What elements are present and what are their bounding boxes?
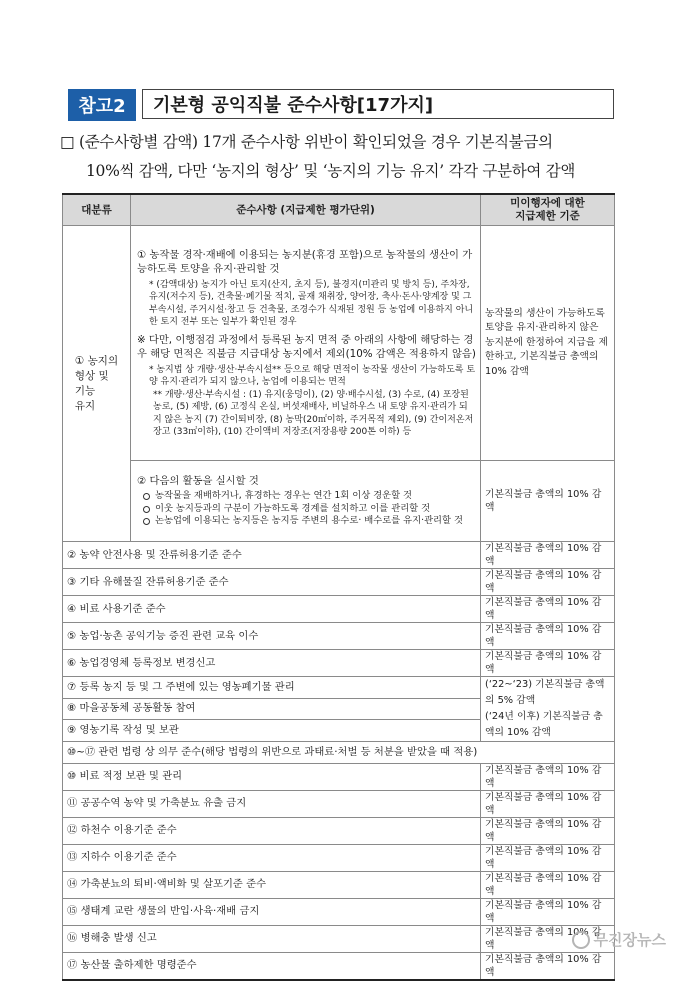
table-row (63, 677, 615, 699)
row-criteria: 기본직불금 총액의 10% 감액 (481, 569, 615, 596)
compliance-table (62, 193, 615, 981)
item-1-note: ※ 다만, 이행점검 과정에서 등록된 농지 면적 중 아래의 사항에 해당하는 경우 해당 면적은 직불금 지급대상 농지에서 제외(10% 감액은 적용하지 않음) (137, 333, 476, 360)
list-item: 논농업에 이용되는 농지등은 농지등 주변의 용수로· 배수로를 유지·관리할 것 (143, 515, 476, 528)
item-1-main: ① 농작물 경작·재배에 이용되는 농지분(휴경 포함)으로 농작물의 생산이 가능하도록 토양을 유지·관리할 것 (137, 248, 473, 275)
item-2-cell (131, 461, 481, 542)
row-criteria: 기본직불금 총액의 10% 감액 (481, 952, 615, 980)
table-row (63, 844, 615, 871)
row-item: ⑩ 비료 적정 보관 및 관리 (63, 763, 481, 790)
table-row (63, 542, 615, 569)
row-criteria: 기본직불금 총액의 10% 감액 (481, 817, 615, 844)
list-item: 이웃 농지등과의 구분이 가능하도록 경계를 설치하고 이를 관리할 것 (143, 503, 476, 516)
item-1-cell (131, 226, 481, 461)
item-1-sub3: ** 개량·생산·부속시설 : (1) 유지(웅덩이), (2) 양·배수시설, (3) 수로, (4) 포장된 농로, (5) 제방, (6) 고정식 온실, 버섯재배사, 비닐하우스 내 토양 유지·관리가 되지 않은 농지 (7) 간이퇴비장, (8) 농막(20㎡이하, 주거목적 제외), (9) 간이저온저장고 (33㎡이하), (10) 간이액비 저장조(저장용량 200톤 이하) 등 (153, 389, 474, 437)
row-criteria: 기본직불금 총액의 10% 감액 (481, 650, 615, 677)
row-item: ⑦ 등록 농지 등 및 그 주변에 있는 영농폐기물 관리 (63, 677, 481, 699)
watermark-text: 무진장뉴스 (593, 931, 666, 949)
table-row (63, 817, 615, 844)
row-item: ⑰ 농산물 출하제한 명령준수 (63, 952, 481, 980)
row-criteria: 기본직불금 총액의 10% 감액 (481, 844, 615, 871)
row-item: ⑫ 하천수 이용기준 준수 (63, 817, 481, 844)
item-1-sub1: * (감액대상) 농지가 아닌 토지(산지, 초지 등), 불경지(미관리 및 방치 등), 주차장, 유지(저수지 등), 건축물·폐기물 적치, 골재 채취장, 양어장, 축사·돈사·양계장 및 그 부속시설, 주거시설·창고 등 건축물, 조경수가 식재된 정원 등 농업에 이용하지 아니한 토지 전부 또는 일부가 확인된 경우 (149, 279, 474, 327)
row-item: ③ 기타 유해물질 잔류허용기준 준수 (63, 569, 481, 596)
row-criteria: 기본직불금 총액의 10% 감액 (481, 596, 615, 623)
category-cell: ① 농지의 형상 및 기능 유지 (63, 226, 131, 542)
header-category: 대분류 (63, 194, 131, 226)
item-2-criteria: 기본직불금 총액의 10% 감액 (481, 461, 615, 542)
row-item: ⑭ 가축분뇨의 퇴비·액비화 및 살포기준 준수 (63, 871, 481, 898)
row-criteria: 기본직불금 총액의 10% 감액 (481, 898, 615, 925)
intro-line-1: □ (준수사항별 감액) 17개 준수사항 위반이 확인되었을 경우 기본직불금의 (60, 133, 553, 151)
row-item: ⑧ 마을공동체 공동활동 참여 (63, 698, 481, 720)
list-item: 농작물을 재배하거나, 휴경하는 경우는 연간 1회 이상 경운할 것 (143, 490, 476, 503)
table-row (63, 623, 615, 650)
table-row (63, 871, 615, 898)
row-criteria: 기본직불금 총액의 10% 감액 (481, 871, 615, 898)
row-item: ⑮ 생태계 교란 생물의 반입·사육·재배 금지 (63, 898, 481, 925)
intro-line-2: 10%씩 감액, 다만 ‘농지의 형상’ 및 ‘농지의 기능 유지’ 각각 구분하여 감액 (86, 162, 576, 180)
table-row (63, 650, 615, 677)
table-row (63, 790, 615, 817)
row-item: ⑯ 병해충 발생 신고 (63, 925, 481, 952)
row-criteria: 기본직불금 총액의 10% 감액 (481, 925, 615, 952)
header-item: 준수사항 (지급제한 평가단위) (131, 194, 481, 226)
intro-paragraph (60, 128, 620, 186)
row-item: ② 농약 안전사용 및 잔류허용기준 준수 (63, 542, 481, 569)
row-criteria: 기본직불금 총액의 10% 감액 (481, 542, 615, 569)
table-row (63, 742, 615, 764)
table-row (63, 763, 615, 790)
section-header (68, 89, 614, 121)
row-criteria: 기본직불금 총액의 10% 감액 (481, 790, 615, 817)
row-item: ⑨ 영농기록 작성 및 보관 (63, 720, 481, 742)
row-criteria: 기본직불금 총액의 10% 감액 (481, 623, 615, 650)
table-row (63, 596, 615, 623)
item-2-list (143, 490, 476, 528)
row-item: ④ 비료 사용기준 준수 (63, 596, 481, 623)
watermark (572, 929, 666, 950)
item-1-sub2: * 농지법 상 개량·생산·부속시설** 등으로 해당 면적이 농작물 생산이 가능하도록 토양 유지·관리가 되지 않으나, 농업에 이용되는 면적 (149, 364, 476, 387)
table-row (63, 952, 615, 980)
row-item: ⑥ 농업경영체 등록정보 변경신고 (63, 650, 481, 677)
news-logo-icon (572, 931, 590, 949)
row-item: ⑤ 농업·농촌 공익기능 증진 관련 교육 이수 (63, 623, 481, 650)
row-criteria: 기본직불금 총액의 10% 감액 (481, 763, 615, 790)
item-1-criteria: 농작물의 생산이 가능하도록 토양을 유지·관리하지 않은 농지분에 한정하여 지급을 제한하고, 기본직불금 총액의 10% 감액 (481, 226, 615, 461)
table-row (63, 569, 615, 596)
header-criteria: 미이행자에 대한 지급제한 기준 (481, 194, 615, 226)
item-2-main: ② 다음의 활동을 실시할 것 (137, 475, 259, 488)
row-item: ⑬ 지하수 이용기준 준수 (63, 844, 481, 871)
law-compliance-row: ⑩~⑰ 관련 법령 상 의무 준수(해당 법령의 위반으로 과태료·처벌 등 처분을 받았을 때 적용) (63, 742, 615, 764)
reference-badge: 참고2 (68, 89, 136, 121)
row-item: ⑪ 공공수역 농약 및 가축분뇨 유출 금지 (63, 790, 481, 817)
section-title: 기본형 공익직불 준수사항[17가지] (142, 89, 614, 119)
grouped-criteria: (‘22~‘23) 기본직불금 총액의 5% 감액 (‘24년 이후) 기본직불금 총액의 10% 감액 (481, 677, 615, 742)
table-row (63, 925, 615, 952)
table-row (63, 898, 615, 925)
